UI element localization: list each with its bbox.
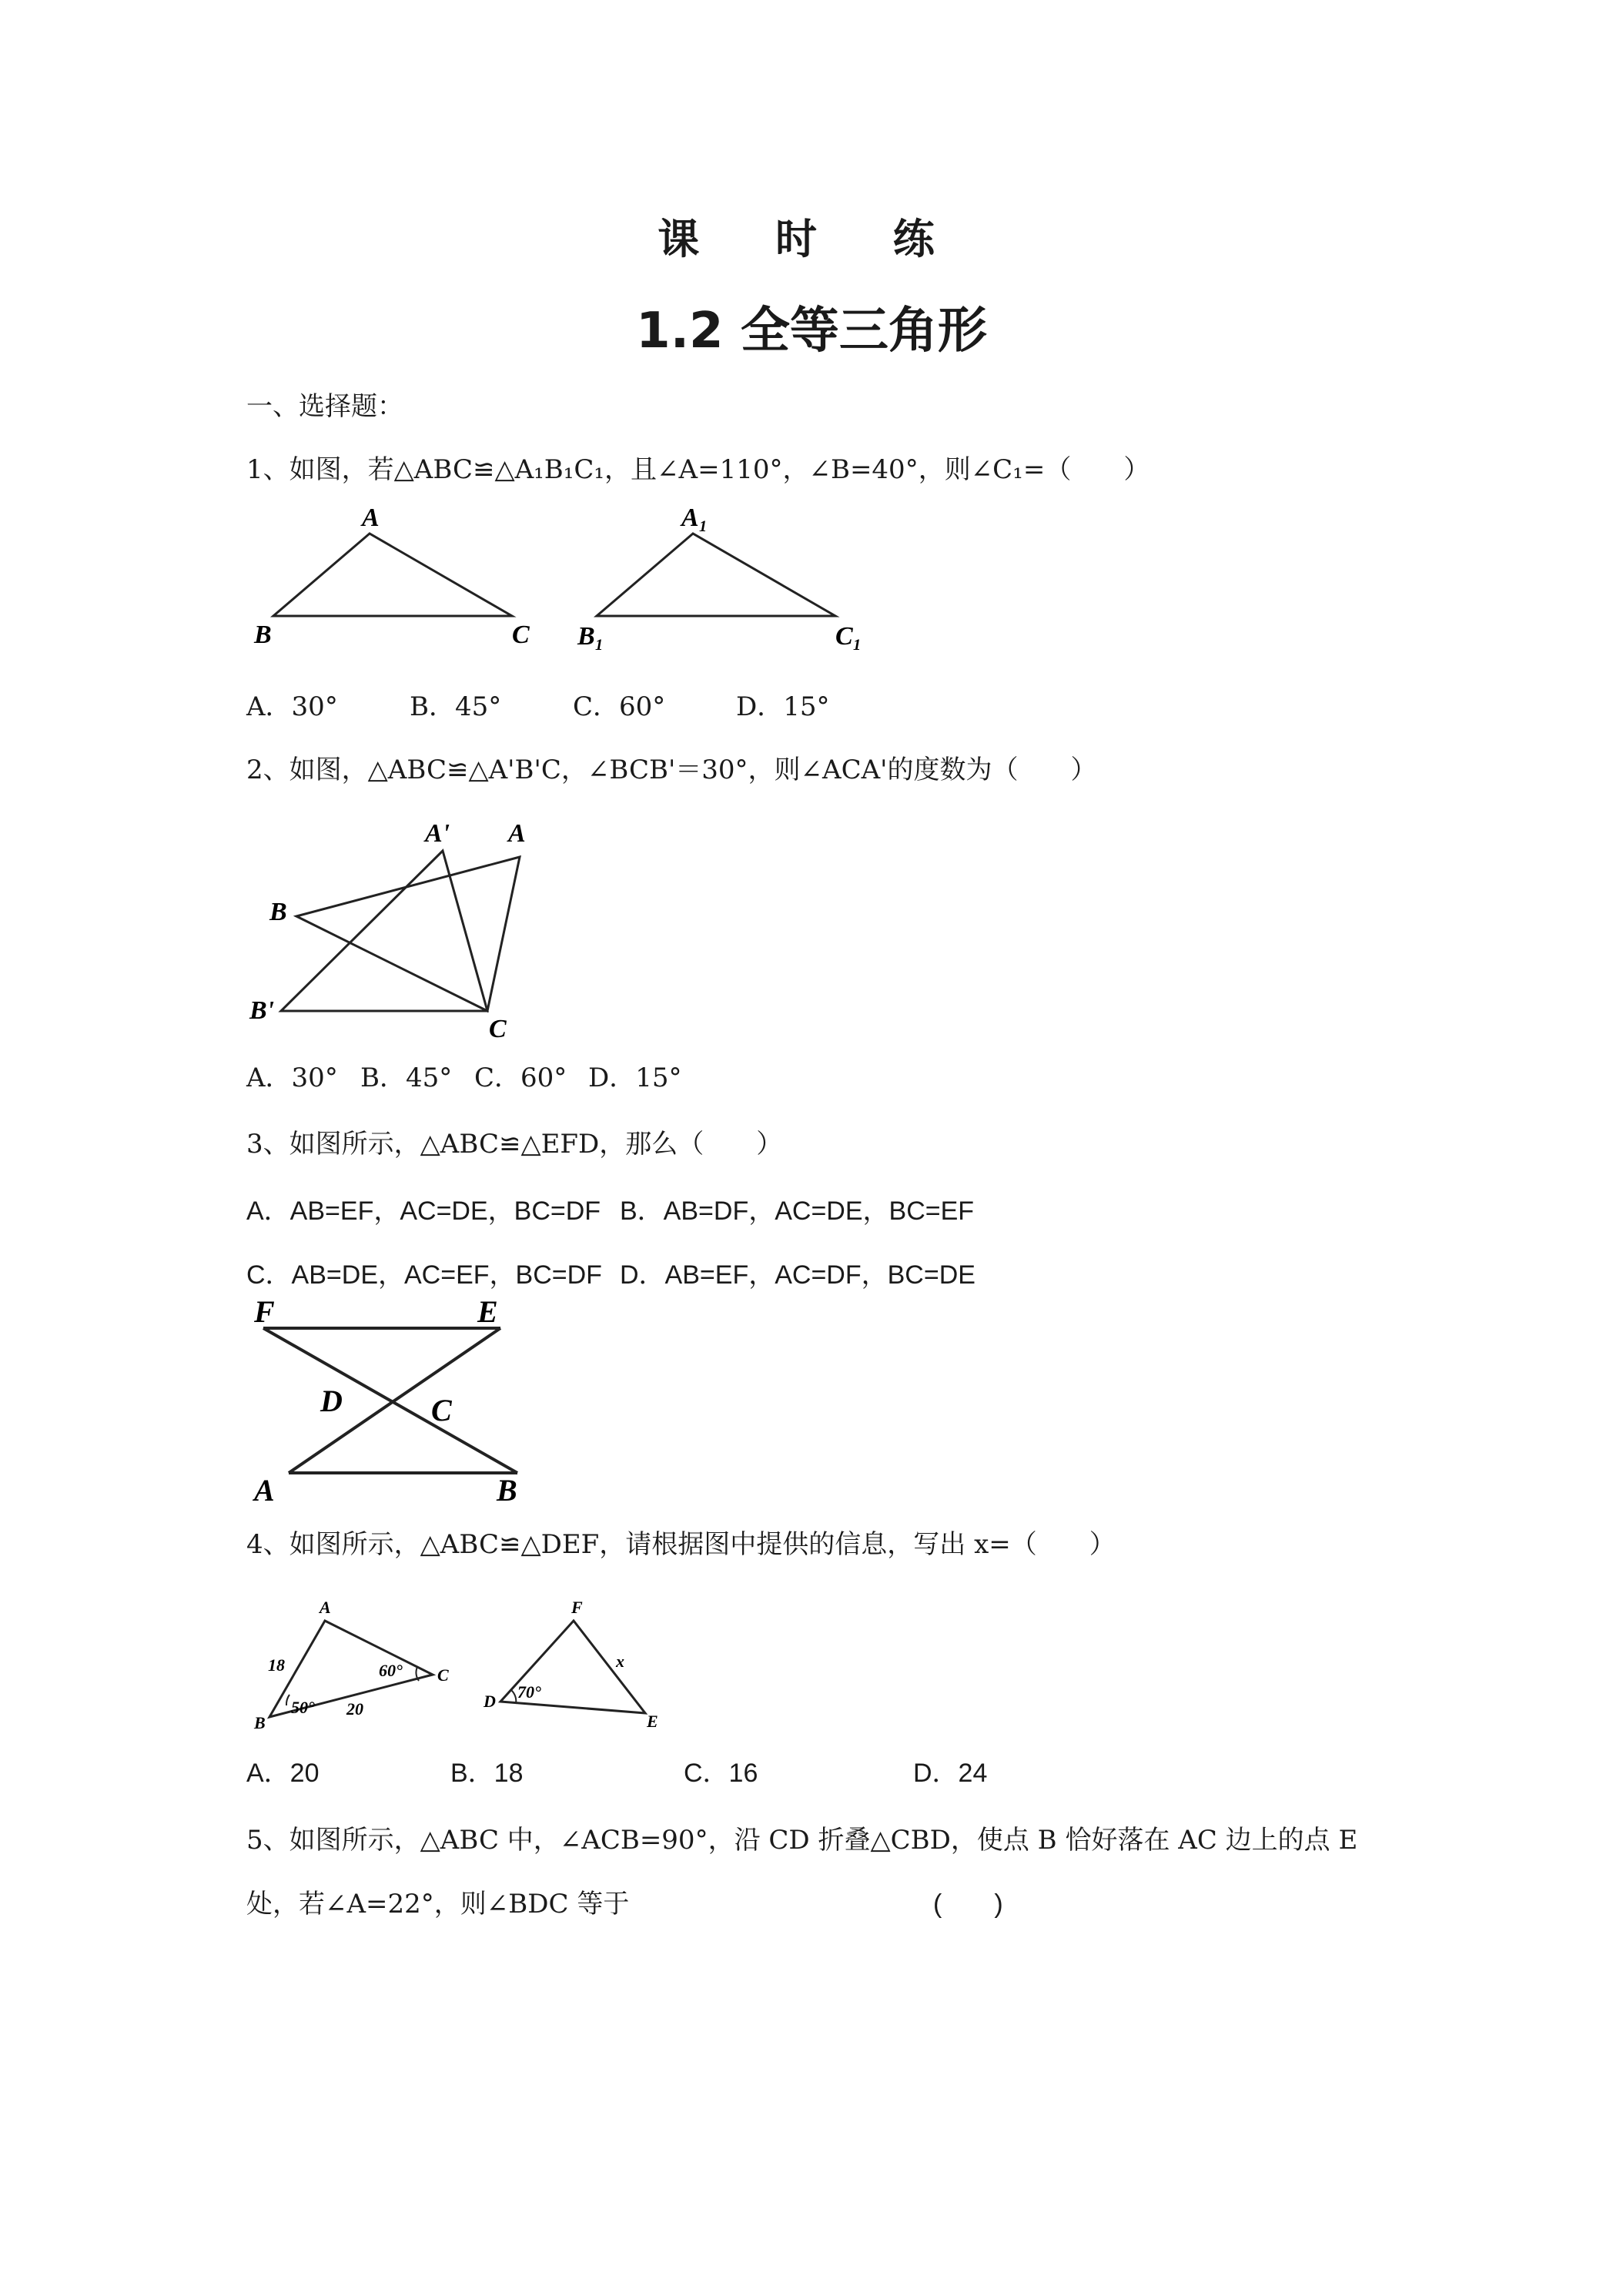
question-1-option-c[interactable]: C．60° (573, 691, 666, 722)
label-e: E (647, 1712, 658, 1731)
question-4-option-b[interactable]: B．18 (450, 1759, 524, 1788)
label-c1: C₁ (835, 622, 862, 651)
label-e: E (477, 1297, 498, 1329)
question-2-option-c[interactable]: C．60° (474, 1063, 567, 1093)
label-c: C (437, 1665, 449, 1685)
label-a1: A₁ (681, 504, 708, 532)
question-3-option-c[interactable]: C．AB=DE，AC=EF，BC=DF (246, 1260, 602, 1290)
question-2-option-d[interactable]: D．15° (588, 1063, 682, 1093)
question-3-figure (246, 1297, 554, 1505)
label-a-prime: A' (425, 819, 450, 848)
triangle-abc (273, 534, 512, 616)
label-c: C (431, 1393, 452, 1427)
label-d: D (484, 1692, 496, 1711)
question-1-stem: 1、如图，若△ABC≌△A₁B₁C₁，且∠A=110°，∠B=40°，则∠C₁=（ ） (246, 454, 1150, 485)
label-f: F (254, 1297, 275, 1329)
label-angle-c: 60° (379, 1661, 403, 1680)
question-2-option-a[interactable]: A．30° (246, 1063, 338, 1093)
label-x: x (616, 1652, 624, 1671)
question-5-stem-line-1: 5、如图所示，△ABC 中，∠ACB=90°，沿 CD 折叠△CBD，使点 B 恰好落在 AC 边上的点 E (246, 1825, 1358, 1856)
question-3-option-a[interactable]: A．AB=EF，AC=DE，BC=DF (246, 1197, 601, 1226)
question-4-stem: 4、如图所示，△ABC≌△DEF，请根据图中提供的信息，写出 x=（ ） (246, 1529, 1116, 1560)
angle-b-arc (286, 1695, 289, 1705)
label-b: B (497, 1473, 517, 1505)
question-1-option-b[interactable]: B．45° (410, 691, 502, 722)
triangle-abc (296, 857, 520, 1011)
label-a: A (320, 1598, 331, 1617)
label-b: B (254, 1713, 266, 1732)
label-c: C (512, 621, 530, 649)
question-4-figure (246, 1590, 678, 1740)
question-2-figure (246, 812, 570, 1043)
lesson-title: 1.2 全等三角形 (636, 303, 987, 360)
label-angle-b: 50° (291, 1698, 315, 1717)
label-d: D (320, 1384, 343, 1418)
question-1-option-a[interactable]: A．30° (246, 691, 338, 722)
question-3-stem: 3、如图所示，△ABC≌△EFD，那么（ ） (246, 1129, 783, 1160)
label-b-prime: B' (249, 996, 275, 1025)
label-a: A (362, 504, 380, 532)
label-a: A (254, 1473, 275, 1505)
question-4-option-c[interactable]: C．16 (684, 1759, 758, 1788)
triangle-a1b1c1 (597, 534, 835, 616)
label-side-ab: 18 (268, 1655, 285, 1675)
question-2-option-b[interactable]: B．45° (360, 1063, 453, 1093)
label-angle-d: 70° (517, 1682, 541, 1702)
label-b: B (269, 898, 287, 926)
question-3-option-b[interactable]: B．AB=DF，AC=DE，BC=EF (620, 1197, 975, 1226)
label-a: A (508, 819, 526, 848)
question-1-option-d[interactable]: D．15° (736, 691, 830, 722)
label-c: C (489, 1015, 507, 1043)
label-f: F (571, 1598, 583, 1617)
question-2-stem: 2、如图，△ABC≌△A'B'C，∠BCB'＝30°，则∠ACA'的度数为（ ） (246, 755, 1097, 785)
section-heading: 一、选择题： (246, 391, 403, 422)
label-side-bc: 20 (346, 1699, 363, 1719)
worksheet-title: 课 时 练 (658, 215, 965, 263)
question-4-option-d[interactable]: D．24 (913, 1759, 988, 1788)
question-5-stem-line-2: 处，若∠A=22°，则∠BDC 等于 (246, 1889, 630, 1919)
question-4-option-a[interactable]: A．20 (246, 1759, 320, 1788)
question-3-option-d[interactable]: D．AB=EF，AC=DF，BC=DE (620, 1260, 975, 1290)
question-1-figure (246, 497, 878, 666)
label-b1: B₁ (577, 622, 604, 651)
question-5-answer-blank[interactable]: ( ) (933, 1889, 1003, 1919)
label-b: B (254, 621, 272, 649)
segment-fb (263, 1328, 517, 1473)
